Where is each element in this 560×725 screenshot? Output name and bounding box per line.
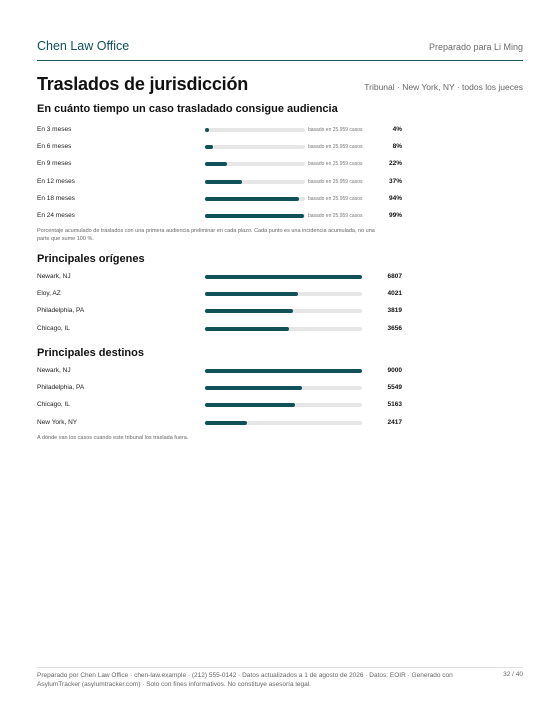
page-title: Traslados de jurisdicción: [37, 74, 249, 94]
bar-track: [205, 309, 362, 313]
firm-name: Chen Law Office: [37, 39, 130, 53]
footer-divider: [37, 667, 523, 668]
origin-row-count: 3819: [387, 307, 402, 315]
court-context: Tribunal · New York, NY · todos los jueces: [364, 82, 523, 92]
hearing-row-percent: 94%: [388, 194, 402, 202]
bar-track: [205, 369, 362, 373]
bar-fill: [205, 309, 293, 313]
origins-section-heading: Principales orígenes: [37, 253, 145, 265]
origin-row-label: Chicago, IL: [37, 324, 70, 332]
origin-row: [37, 288, 407, 300]
progress-fill: [205, 197, 299, 201]
hearing-row-percent: 4%: [392, 126, 402, 133]
origin-row-label: Eloy, AZ: [37, 290, 61, 298]
destination-row: [37, 382, 407, 394]
hearing-row-label: En 24 meses: [37, 212, 75, 219]
progress-track: [205, 162, 305, 166]
header-divider: [37, 60, 523, 61]
bar-fill: [205, 386, 302, 390]
progress-track: [205, 214, 305, 218]
progress-track: [205, 128, 305, 132]
destinations-section-heading: Principales destinos: [37, 347, 144, 359]
origin-row-count: 6807: [387, 273, 402, 280]
progress-fill: [205, 214, 304, 218]
bar-track: [205, 386, 362, 390]
destination-row-count: 2417: [387, 418, 402, 426]
hearing-row-label: En 18 meses: [37, 194, 75, 202]
destination-row-label: New York, NY: [37, 418, 78, 426]
bar-track: [205, 403, 362, 407]
bar-fill: [205, 403, 295, 407]
hearing-row-percent: 37%: [388, 177, 402, 185]
destination-row-label: Philadelphia, PA: [37, 384, 85, 392]
progress-fill: [205, 145, 213, 149]
prepared-for: Preparado para Li Ming: [428, 42, 523, 52]
hearing-row: [37, 141, 407, 153]
hearing-row: [37, 158, 407, 170]
hearing-row-percent: 22%: [388, 160, 402, 168]
bar-track: [205, 421, 362, 425]
origin-row-count: 3656: [387, 324, 402, 332]
hearing-section-heading: En cuánto tiempo un caso trasladado consigue audiencia: [37, 103, 338, 115]
bar-track: [205, 327, 362, 331]
report-header: [37, 39, 523, 53]
destination-row-count: 5549: [387, 384, 402, 392]
hearing-row-percent: 8%: [392, 143, 402, 151]
destination-row-count: 5163: [387, 401, 402, 409]
origin-row: [37, 323, 407, 335]
progress-track: [205, 180, 305, 184]
hearing-footnote: Porcentaje acumulado de traslados con una primera audiencia preliminar en cada plazo. Cada punto es una incidencia acumulada, no una parte que sume 100 %.: [37, 228, 375, 242]
destination-row-count: 9000: [387, 367, 402, 374]
hearing-row: [37, 210, 407, 222]
progress-track: [205, 197, 305, 201]
hearing-row: [37, 193, 407, 205]
destination-row-label: Newark, NJ: [37, 367, 71, 374]
progress-fill: [205, 180, 242, 184]
destination-row: [37, 399, 407, 411]
footer-text: Preparado por Chen Law Office · chen-law.example · (212) 555-0142 · Datos actualizados a 1 de agosto de 2026 · Datos: EOIR · Generado con AsylumTracker (asylumtracker.com) · Solo con fines informativos. No constituye asesoría legal.: [37, 672, 453, 688]
bar-fill: [205, 327, 289, 331]
origin-row: [37, 305, 407, 317]
destination-row: [37, 365, 407, 377]
bar-fill: [205, 369, 362, 373]
hearing-row-label: En 12 meses: [37, 177, 75, 185]
bar-fill: [205, 292, 298, 296]
hearing-row: [37, 176, 407, 188]
sample-size-note: basado en 25.959 casos: [308, 144, 363, 151]
bar-track: [205, 275, 362, 279]
bar-fill: [205, 275, 362, 279]
destination-row: [37, 417, 407, 429]
sample-size-note: basado en 25.959 casos: [308, 213, 363, 219]
sample-size-note: basado en 25.959 casos: [308, 195, 363, 202]
destinations-footnote: A dónde van los casos cuando este tribunal los traslada fuera.: [37, 435, 189, 441]
hearing-row-percent: 99%: [388, 212, 402, 219]
destination-row-label: Chicago, IL: [37, 401, 70, 409]
title-row: [37, 74, 523, 95]
sample-size-note: basado en 25.959 casos: [308, 161, 363, 168]
hearing-row: [37, 124, 407, 136]
bar-fill: [205, 421, 247, 425]
bar-track: [205, 292, 362, 296]
progress-track: [205, 145, 305, 149]
page-number: 32 / 40: [503, 671, 523, 678]
origin-row: [37, 271, 407, 283]
hearing-row-label: En 6 meses: [37, 143, 72, 151]
progress-fill: [205, 162, 227, 166]
sample-size-note: basado en 25.959 casos: [308, 127, 363, 133]
hearing-row-label: En 3 meses: [37, 126, 72, 133]
progress-fill: [205, 128, 209, 132]
sample-size-note: basado en 25.959 casos: [308, 178, 363, 185]
origin-row-label: Newark, NJ: [37, 273, 71, 280]
hearing-row-label: En 9 meses: [37, 160, 72, 168]
origin-row-count: 4021: [387, 290, 402, 298]
origin-row-label: Philadelphia, PA: [37, 307, 85, 315]
